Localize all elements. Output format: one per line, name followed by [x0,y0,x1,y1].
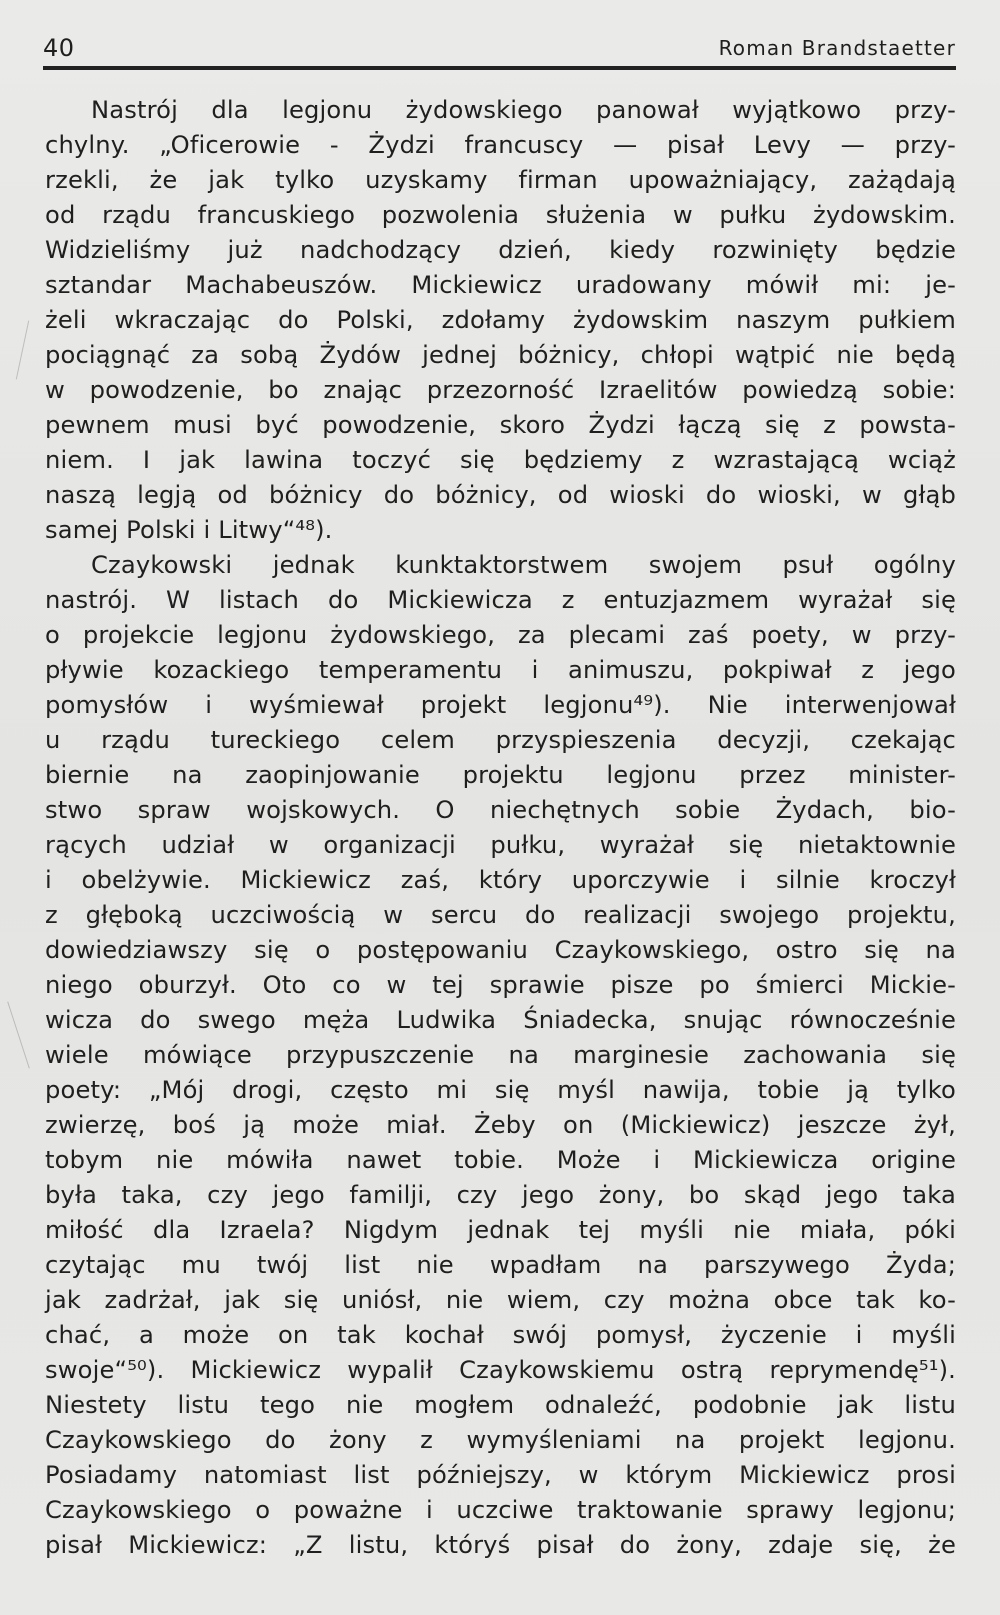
text-line: od rządu francuskiego pozwolenia służenia w pułku żydowskim. [45,201,956,229]
text-line: poety: „Mój drogi, często mi się myśl nawija, tobie ją tylko [45,1076,956,1104]
body-text [45,93,956,1563]
text-line: Czaykowskiego do żony z wymyśleniami na projekt legjonu. [45,1426,956,1454]
running-head: Roman Brandstaetter [718,36,956,60]
text-line: miłość dla Izraela? Nigdym jednak tej myśli nie miała, póki [45,1216,956,1244]
text-line: tobym nie mówiła nawet tobie. Może i Mickiewicza origine [45,1146,956,1174]
text-line: Czaykowski jednak kunktaktorstwem swojem psuł ogólny [91,551,956,579]
text-line: niem. I jak lawina toczyć się będziemy z wzrastającą wciąż [45,446,956,474]
text-line: sztandar Machabeuszów. Mickiewicz uradowany mówił mi: je- [45,271,956,299]
page-number: 40 [43,34,75,62]
text-line: pomysłów i wyśmiewał projekt legjonu⁴⁹). Nie interwenjował [45,691,956,719]
text-line: chać, a może on tak kochał swój pomysł, życzenie i myśli [45,1321,956,1349]
page-header [43,32,956,66]
text-line: naszą legją od bóżnicy do bóżnicy, od wioski do wioski, w głąb [45,481,956,509]
text-line: zwierzę, boś ją może miał. Żeby on (Mickiewicz) jeszcze żył, [45,1111,956,1139]
text-line: rących udział w organizacji pułku, wyrażał się nietaktownie [45,831,956,859]
text-line: Czaykowskiego o poważne i uczciwe traktowanie sprawy legjonu; [45,1496,956,1524]
text-line: żeli wkraczając do Polski, zdołamy żydowskim naszym pułkiem [45,306,956,334]
text-line: czytając mu twój list nie wpadłam na parszywego Żyda; [45,1251,956,1279]
text-line: niego oburzył. Oto co w tej sprawie pisze po śmierci Mickie- [45,971,956,999]
text-line: o projekcie legjonu żydowskiego, za plecami zaś poety, w przy- [45,621,956,649]
text-line: z głęboką uczciwością w sercu do realizacji swojego projektu, [45,901,956,929]
text-line: w powodzenie, bo znając przezorność Izraelitów powiedzą sobie: [45,376,956,404]
text-line: była taka, czy jego familji, czy jego żony, bo skąd jego taka [45,1181,956,1209]
text-line: stwo spraw wojskowych. O niechętnych sobie Żydach, bio- [45,796,956,824]
text-line: wiele mówiące przypuszczenie na marginesie zachowania się [45,1041,956,1069]
text-line: i obelżywie. Mickiewicz zaś, który uporczywie i silnie kroczył [45,866,956,894]
text-line: rzekli, że jak tylko uzyskamy firman upoważniający, zażądają [45,166,956,194]
text-line: Widzieliśmy już nadchodzący dzień, kiedy rozwinięty będzie [45,236,956,264]
text-line: jak zadrżał, jak się uniósł, nie wiem, czy można obce tak ko- [45,1286,956,1314]
text-line: samej Polski i Litwy“⁴⁸). [45,516,333,544]
text-line: dowiedziawszy się o postępowaniu Czaykowskiego, ostro się na [45,936,956,964]
text-line: u rządu tureckiego celem przyspieszenia decyzji, czekając [45,726,956,754]
text-line: nastrój. W listach do Mickiewicza z entuzjazmem wyrażał się [45,586,956,614]
text-line: swoje“⁵⁰). Mickiewicz wypalił Czaykowskiemu ostrą reprymendę⁵¹). [45,1356,956,1384]
text-line: Niestety listu tego nie mogłem odnaleźć, podobnie jak listu [45,1391,956,1419]
header-rule [43,66,956,70]
text-line: pociągnąć za sobą Żydów jednej bóżnicy, chłopi wątpić nie będą [45,341,956,369]
paper-scratch [7,1002,30,1069]
text-line: pisał Mickiewicz: „Z listu, któryś pisał do żony, zdaje się, że [45,1531,956,1559]
text-line: Posiadamy natomiast list późniejszy, w którym Mickiewicz prosi [45,1461,956,1489]
text-line: biernie na zaopinjowanie projektu legjonu przez minister- [45,761,956,789]
text-line: Nastrój dla legjonu żydowskiego panował wyjątkowo przy- [91,96,956,124]
text-line: pływie kozackiego temperamentu i animuszu, pokpiwał z jego [45,656,956,684]
text-line: pewnem musi być powodzenie, skoro Żydzi łączą się z powsta- [45,411,956,439]
text-line: chylny. „Oficerowie - Żydzi francuscy — pisał Levy — przy- [45,131,956,159]
paper-scratch [16,321,29,380]
text-line: wicza do swego męża Ludwika Śniadecka, snując równocześnie [45,1006,956,1034]
